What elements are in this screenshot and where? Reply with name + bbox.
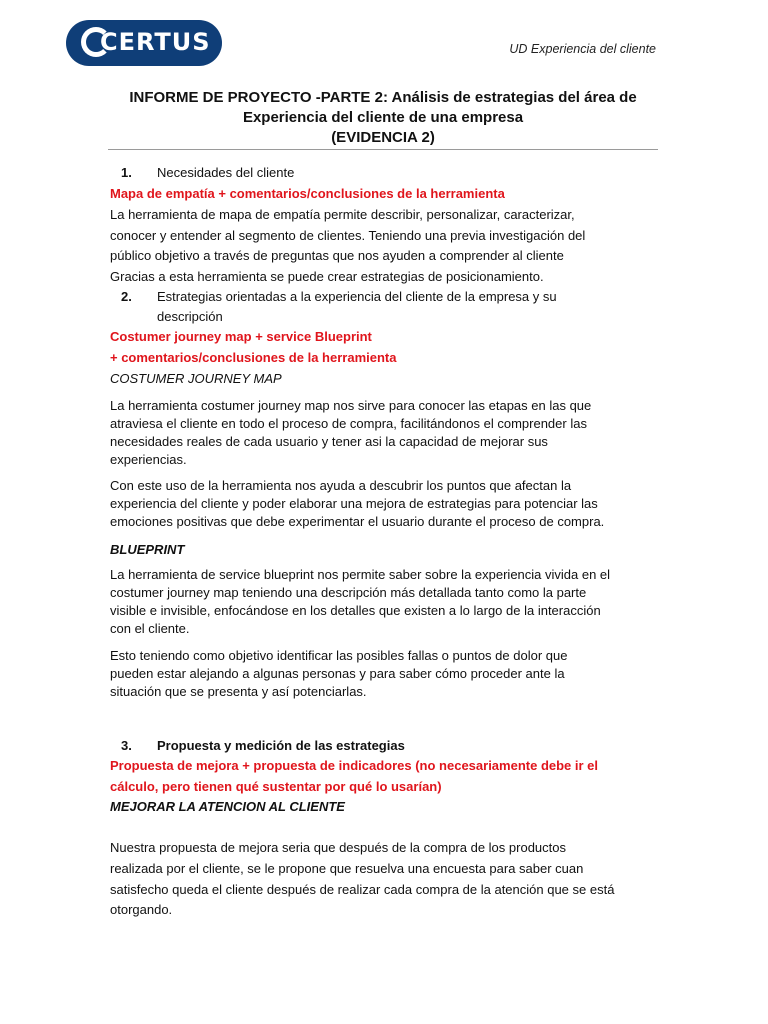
- cjm-paragraph-2-line: Con este uso de la herramienta nos ayuda a descubrir los puntos que afectan la: [110, 478, 572, 493]
- section-3-red-line-2: cálculo, pero tienen qué sustentar por qué lo usarían): [110, 779, 442, 794]
- section-1-number: 1.: [121, 165, 132, 180]
- blueprint-paragraph-2-line: Esto teniendo como objetivo identificar las posibles fallas o puntos de dolor que: [110, 648, 568, 663]
- blueprint-paragraph-1-line: La herramienta de service blueprint nos permite saber sobre la experiencia vivida en el: [110, 567, 611, 582]
- cjm-label: COSTUMER JOURNEY MAP: [110, 371, 282, 386]
- section-3-line: otorgando.: [110, 902, 173, 917]
- title-line-1: INFORME DE PROYECTO -PARTE 2: Análisis de estrategias del área de: [129, 89, 637, 106]
- title-divider: [108, 149, 658, 150]
- section-3-number: 3.: [121, 738, 132, 753]
- document-title: [108, 88, 658, 148]
- section-1-heading: Necesidades del cliente: [157, 165, 295, 180]
- section-1-line: conocer y entender al segmento de clientes. Teniendo una previa investigación del: [110, 227, 586, 243]
- section-1-line: Gracias a esta herramienta se puede crear estrategias de posicionamiento.: [110, 268, 544, 284]
- section-1-line: La herramienta de mapa de empatía permite describir, personalizar, caracterizar,: [110, 207, 575, 222]
- cjm-paragraph-1-line: atraviesa el cliente en todo el proceso de compra, facilitándonos el comprender las: [110, 416, 587, 431]
- section-2-heading-line-1: Estrategias orientadas a la experiencia del cliente de la empresa y su: [157, 289, 557, 304]
- section-3-line: Nuestra propuesta de mejora seria que después de la compra de los productos: [110, 840, 566, 855]
- section-1-line: público objetivo a través de preguntas que nos ayuden a comprender al cliente: [110, 248, 564, 263]
- cjm-paragraph-2-line: experiencia del cliente y poder elaborar una mejora de estrategias para potenciar las: [110, 496, 598, 511]
- section-2-number: 2.: [121, 289, 132, 304]
- section-3-label: MEJORAR LA ATENCION AL CLIENTE: [110, 799, 345, 814]
- blueprint-paragraph-2-line: pueden estar alejando a algunas personas y para saber cómo proceder ante la: [110, 666, 565, 681]
- blueprint-paragraph-1-line: costumer journey map teniendo una descripción más detallada tanto como la parte: [110, 585, 587, 600]
- section-2-heading-line-2: descripción: [157, 309, 223, 324]
- cjm-paragraph-2-line: emociones positivas que debe experimentar el usuario durante el proceso de compra.: [110, 514, 605, 529]
- title-line-2: Experiencia del cliente de una empresa: [242, 109, 524, 126]
- section-3-line: satisfecho queda el cliente después de realizar cada compra de la atención que se está: [110, 881, 615, 897]
- header-course-label: UD Experiencia del cliente: [509, 42, 656, 56]
- cjm-paragraph-1-line: La herramienta costumer journey map nos sirve para conocer las etapas en las que: [110, 398, 592, 413]
- section-2-red-line-1: Costumer journey map + service Blueprint: [110, 329, 372, 344]
- cjm-paragraph-1-line: necesidades reales de cada usuario y tener asi la capacidad de mejorar sus: [110, 434, 548, 449]
- section-2-red-line-2: + comentarios/conclusiones de la herramienta: [110, 350, 397, 365]
- section-3-heading: Propuesta y medición de las estrategias: [157, 738, 405, 753]
- section-3-red-line-1: Propuesta de mejora + propuesta de indicadores (no necesariamente debe ir el: [110, 758, 599, 773]
- blueprint-paragraph-1-line: visible e invisible, enfocándose en los detalles que existen a lo largo de la interacción: [110, 603, 601, 618]
- cjm-paragraph-1-line: experiencias.: [110, 452, 187, 467]
- blueprint-paragraph-2-line: situación que se presenta y así potenciarlas.: [110, 684, 367, 699]
- blueprint-label: BLUEPRINT: [110, 542, 185, 557]
- title-line-3: (EVIDENCIA 2): [331, 129, 435, 146]
- logo-text: CERTUS: [100, 28, 211, 56]
- section-1-red-note: Mapa de empatía + comentarios/conclusiones de la herramienta: [110, 186, 505, 201]
- blueprint-paragraph-1-line: con el cliente.: [110, 621, 190, 636]
- section-3-line: realizada por el cliente, se le propone que resuelva una encuesta para saber cuan: [110, 861, 584, 876]
